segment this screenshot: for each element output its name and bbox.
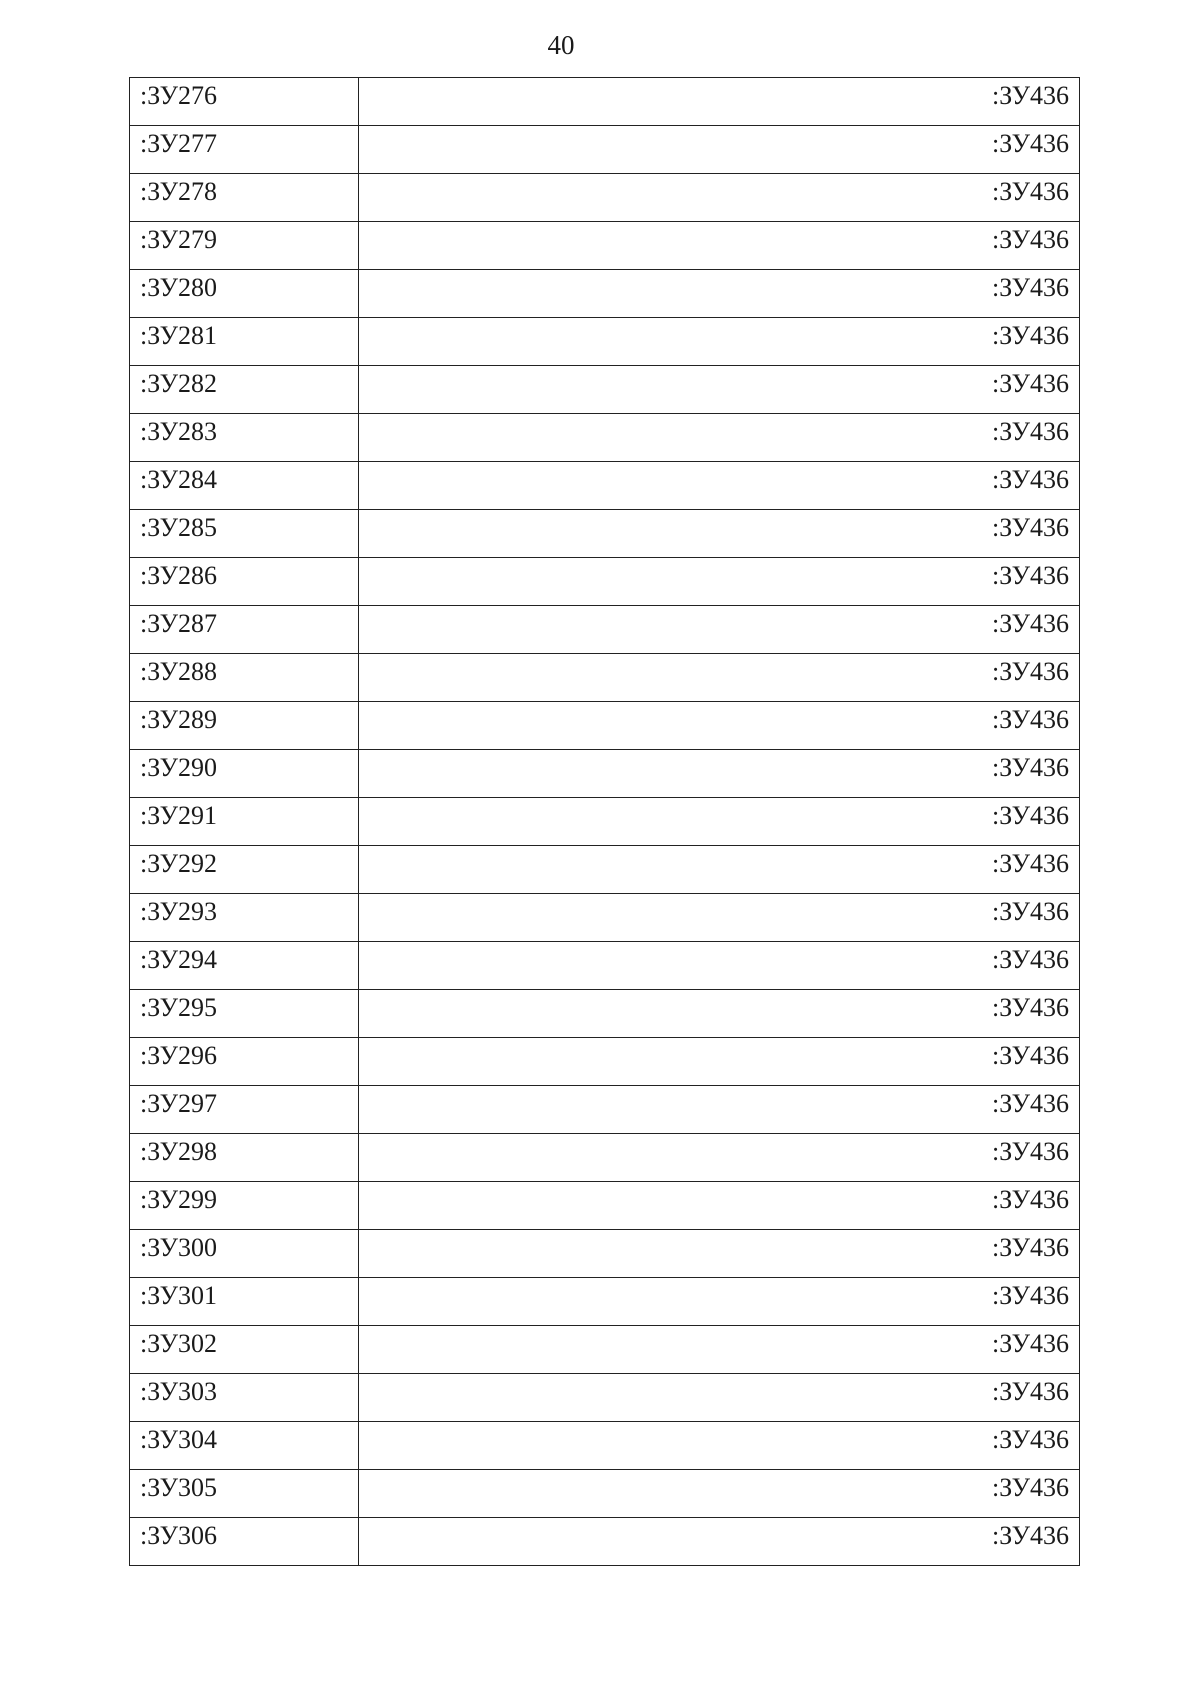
source-parcel-cell: :ЗУ436 xyxy=(359,414,1080,462)
source-parcel-cell: :ЗУ436 xyxy=(359,798,1080,846)
source-parcel-cell: :ЗУ436 xyxy=(359,174,1080,222)
parcel-id-cell: :ЗУ301 xyxy=(130,1278,359,1326)
source-parcel-cell: :ЗУ436 xyxy=(359,750,1080,798)
table-row xyxy=(130,510,1080,558)
parcel-id-cell: :ЗУ289 xyxy=(130,702,359,750)
source-parcel-cell: :ЗУ436 xyxy=(359,1374,1080,1422)
source-parcel-cell: :ЗУ436 xyxy=(359,78,1080,126)
table-row xyxy=(130,222,1080,270)
table-row xyxy=(130,1518,1080,1566)
parcel-id-cell: :ЗУ305 xyxy=(130,1470,359,1518)
parcel-id-cell: :ЗУ304 xyxy=(130,1422,359,1470)
source-parcel-cell: :ЗУ436 xyxy=(359,846,1080,894)
table-row xyxy=(130,1374,1080,1422)
table-row xyxy=(130,1038,1080,1086)
parcel-id-cell: :ЗУ283 xyxy=(130,414,359,462)
source-parcel-cell: :ЗУ436 xyxy=(359,510,1080,558)
source-parcel-cell: :ЗУ436 xyxy=(359,1230,1080,1278)
source-parcel-cell: :ЗУ436 xyxy=(359,270,1080,318)
table-row xyxy=(130,1134,1080,1182)
table-row xyxy=(130,1086,1080,1134)
source-parcel-cell: :ЗУ436 xyxy=(359,606,1080,654)
source-parcel-cell: :ЗУ436 xyxy=(359,1086,1080,1134)
source-parcel-cell: :ЗУ436 xyxy=(359,558,1080,606)
table-row xyxy=(130,606,1080,654)
parcel-id-cell: :ЗУ293 xyxy=(130,894,359,942)
source-parcel-cell: :ЗУ436 xyxy=(359,318,1080,366)
source-parcel-cell: :ЗУ436 xyxy=(359,942,1080,990)
parcel-id-cell: :ЗУ287 xyxy=(130,606,359,654)
source-parcel-cell: :ЗУ436 xyxy=(359,1038,1080,1086)
table-row xyxy=(130,894,1080,942)
source-parcel-cell: :ЗУ436 xyxy=(359,126,1080,174)
table-row xyxy=(130,174,1080,222)
parcel-id-cell: :ЗУ296 xyxy=(130,1038,359,1086)
table-row xyxy=(130,1230,1080,1278)
parcel-id-cell: :ЗУ284 xyxy=(130,462,359,510)
table-row xyxy=(130,462,1080,510)
parcel-id-cell: :ЗУ300 xyxy=(130,1230,359,1278)
table-row xyxy=(130,798,1080,846)
table-row xyxy=(130,78,1080,126)
parcel-id-cell: :ЗУ282 xyxy=(130,366,359,414)
source-parcel-cell: :ЗУ436 xyxy=(359,1182,1080,1230)
parcel-id-cell: :ЗУ285 xyxy=(130,510,359,558)
parcel-table xyxy=(129,77,1080,1566)
table-row xyxy=(130,414,1080,462)
table-row xyxy=(130,1278,1080,1326)
source-parcel-cell: :ЗУ436 xyxy=(359,1326,1080,1374)
table-row xyxy=(130,270,1080,318)
table-row xyxy=(130,654,1080,702)
source-parcel-cell: :ЗУ436 xyxy=(359,1470,1080,1518)
source-parcel-cell: :ЗУ436 xyxy=(359,990,1080,1038)
source-parcel-cell: :ЗУ436 xyxy=(359,654,1080,702)
parcel-id-cell: :ЗУ295 xyxy=(130,990,359,1038)
source-parcel-cell: :ЗУ436 xyxy=(359,702,1080,750)
table-row xyxy=(130,1182,1080,1230)
parcel-id-cell: :ЗУ302 xyxy=(130,1326,359,1374)
source-parcel-cell: :ЗУ436 xyxy=(359,1134,1080,1182)
table-row xyxy=(130,558,1080,606)
parcel-id-cell: :ЗУ281 xyxy=(130,318,359,366)
page-number: 40 xyxy=(547,30,575,60)
parcel-id-cell: :ЗУ291 xyxy=(130,798,359,846)
source-parcel-cell: :ЗУ436 xyxy=(359,1278,1080,1326)
table-row xyxy=(130,990,1080,1038)
parcel-id-cell: :ЗУ276 xyxy=(130,78,359,126)
source-parcel-cell: :ЗУ436 xyxy=(359,222,1080,270)
source-parcel-cell: :ЗУ436 xyxy=(359,1518,1080,1566)
parcel-id-cell: :ЗУ288 xyxy=(130,654,359,702)
parcel-id-cell: :ЗУ279 xyxy=(130,222,359,270)
table-row xyxy=(130,942,1080,990)
source-parcel-cell: :ЗУ436 xyxy=(359,366,1080,414)
table-row xyxy=(130,846,1080,894)
table-row xyxy=(130,1470,1080,1518)
parcel-id-cell: :ЗУ298 xyxy=(130,1134,359,1182)
source-parcel-cell: :ЗУ436 xyxy=(359,1422,1080,1470)
parcel-id-cell: :ЗУ294 xyxy=(130,942,359,990)
table-row xyxy=(130,366,1080,414)
parcel-id-cell: :ЗУ292 xyxy=(130,846,359,894)
table-row xyxy=(130,702,1080,750)
parcel-id-cell: :ЗУ299 xyxy=(130,1182,359,1230)
parcel-id-cell: :ЗУ290 xyxy=(130,750,359,798)
table-row xyxy=(130,1326,1080,1374)
table-row xyxy=(130,750,1080,798)
table-row xyxy=(130,318,1080,366)
source-parcel-cell: :ЗУ436 xyxy=(359,462,1080,510)
table-row xyxy=(130,1422,1080,1470)
parcel-id-cell: :ЗУ303 xyxy=(130,1374,359,1422)
table-row xyxy=(130,126,1080,174)
parcel-id-cell: :ЗУ306 xyxy=(130,1518,359,1566)
parcel-id-cell: :ЗУ277 xyxy=(130,126,359,174)
source-parcel-cell: :ЗУ436 xyxy=(359,894,1080,942)
table-body xyxy=(130,78,1080,1566)
parcel-id-cell: :ЗУ280 xyxy=(130,270,359,318)
parcel-id-cell: :ЗУ286 xyxy=(130,558,359,606)
parcel-id-cell: :ЗУ297 xyxy=(130,1086,359,1134)
parcel-id-cell: :ЗУ278 xyxy=(130,174,359,222)
